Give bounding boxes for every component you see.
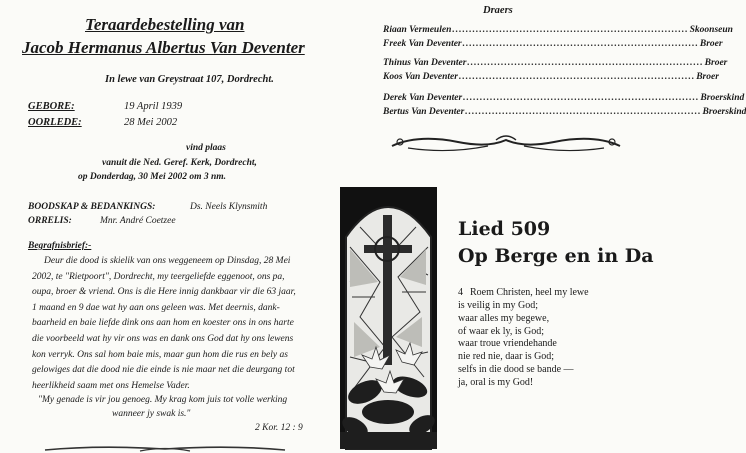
bearer-name: Derek Van Deventer [383,93,463,103]
obituary-line: oupa, broer & vriend. Ons is die Here innig dankbaar vir die 63 jaar, [32,287,296,298]
bearer-leader: ...................................................................... [463,93,700,103]
bearer-relation: Broer [704,58,728,68]
verse-line: of waar ek ly, is God; [458,325,544,337]
verse-line: ja, oral is my God! [458,376,534,388]
obituary-line: 2002, te "Rietpoort", Dordrecht, my teergeliefde eggenoot, ons pa, [32,271,285,282]
bearer-row [383,107,746,117]
bearer-row [383,39,723,49]
residence-line: In lewe van Greystraat 107, Dordrecht. [105,74,274,85]
message-value: Ds. Neels Klynsmith [190,202,268,212]
quote-line-1: "My genade is vir jou genoeg. My krag kom juis tot volle werking [38,395,288,405]
verse-line: waar troue vriendehande [458,338,557,350]
hymn-verse [470,287,589,300]
verse-line: Roem Christen, heel my lewe [470,287,589,298]
bearers-heading: Draers [483,5,513,16]
title-line-2: Jacob Hermanus Albertus Van Deventer [22,38,305,57]
obituary-line: Deur die dood is skielik van ons weggeneem op Dinsdag, 28 Mei [44,256,291,266]
died-date: 28 Mei 2002 [124,117,178,128]
bearer-leader: ...................................................................... [467,58,704,68]
message-label: BOODSKAP & BEDANKINGS: [28,202,156,212]
quote-reference: 2 Kor. 12 : 9 [255,423,303,433]
verse-line: waar alles my begewe, [458,312,550,324]
service-line-3: op Donderdag, 30 Mei 2002 om 3 nm. [78,172,227,182]
bearer-relation: Broer [699,39,723,49]
bearer-name: Riaan Vermeulen [383,25,452,35]
organ-value: Mnr. André Coetzee [100,216,176,226]
bearer-name: Koos Van Deventer [383,72,458,82]
service-line-1: vind plaas [186,143,226,153]
ornament-divider-bottom [40,443,290,453]
stained-glass-cross-image [340,187,437,449]
obituary-label: Begrafnisbrief:- [28,241,92,251]
title-line-1: Teraardebestelling van [85,15,245,34]
bearer-row [383,72,719,82]
obituary-line: 1 maand en 9 dae wat hy aan ons geleen was. Met deernis, dank- [32,302,280,313]
bearer-name: Freek Van Deventer [383,39,462,49]
quote-line-2: wanneer jy swak is." [112,409,191,419]
bearer-leader: ...................................................................... [452,25,689,35]
obituary-line: die voorbeeld wat hy vir ons was en dank ons God dat hy ons lewens [32,333,294,344]
born-label: GEBORE: [28,101,75,112]
died-label: OORLEDE: [28,117,82,128]
bearer-relation: Skoonseun [689,25,733,35]
bearer-name: Bertus Van Deventer [383,107,465,117]
organ-label: ORRELIS: [28,216,72,226]
obituary-line: gelowiges dat die dood nie die einde is nie maar net die deurgang tot [32,365,295,376]
verse-line: nie red nie, daar is God; [458,351,555,363]
bearer-leader: ...................................................................... [465,107,702,117]
bearer-leader: ...................................................................... [458,72,696,82]
service-line-2: vanuit die Ned. Geref. Kerk, Dordrecht, [102,158,257,168]
hymn-verse-rest [458,300,574,390]
obituary-text [32,254,296,394]
bearer-leader: ...................................................................... [462,39,699,49]
bearer-row [383,93,745,103]
bearer-name: Thinus Van Deventer [383,58,467,68]
verse-line: selfs in die dood se bande — [458,363,574,375]
obituary-line: heerlikheid saam met ons Hemelse Vader. [32,380,190,391]
ornament-divider-top [388,130,624,156]
verse-number: 4 [458,287,463,298]
bearer-relation: Broerskind [700,93,745,103]
bearer-row [383,25,733,35]
hymn-number: Lied 509 [458,218,551,240]
born-date: 19 April 1939 [124,101,183,112]
bearer-row [383,58,728,68]
obituary-line: baarheid en baie liefde dink ons aan hom en koester ons in ons harte [32,318,294,329]
hymn-title: Op Berge en in Da [458,245,654,267]
obituary-line: kon verryk. Ons sal hom baie mis, maar gun hom die rus en bely as [32,349,288,360]
bearer-relation: Broer [696,72,719,82]
bearer-relation: Broerskind [702,107,746,117]
verse-line: is veilig in my God; [458,300,538,311]
